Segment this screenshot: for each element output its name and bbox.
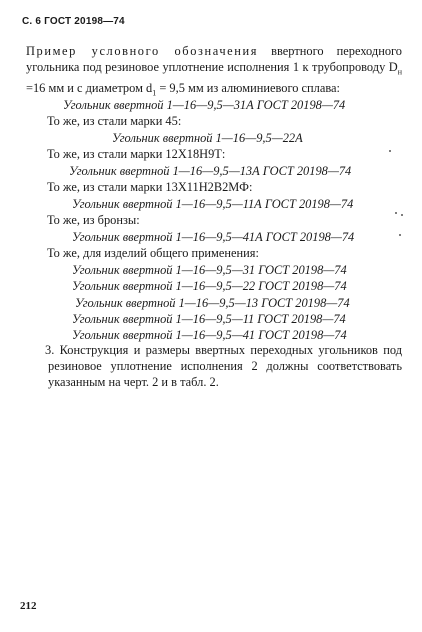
clause-3-paragraph: 3. Конструкция и размеры ввертных переходных угольников под резиновое уплотнение исполнения 2 должны соответствовать указанным на черт. 2 и в табл. 2. — [45, 343, 402, 389]
designation-line: Угольник ввертной 1—16—9,5—13 ГОСТ 20198—74 — [75, 296, 350, 310]
material-line: То же, для изделий общего применения: — [47, 246, 259, 260]
example-text-2: =16 мм и с диаметром d — [26, 81, 153, 96]
example-lead: Пример условного обозначения — [26, 44, 259, 58]
designation-line: Угольник ввертной 1—16—9,5—22 ГОСТ 20198—74 — [72, 279, 347, 293]
designation-line: Угольник ввертной 1—16—9,5—41 ГОСТ 20198—74 — [72, 328, 347, 342]
page-number: 212 — [20, 600, 37, 612]
page-header: С. 6 ГОСТ 20198—74 — [22, 16, 125, 27]
designation-line: Угольник ввертной 1—16—9,5—41А ГОСТ 20198—74 — [72, 230, 355, 244]
material-line: То же, из стали марки 45: — [47, 114, 182, 128]
scan-speck — [395, 212, 397, 214]
scan-speck — [389, 150, 391, 152]
material-line: То же, из стали марки 13Х11Н2В2МФ: — [47, 180, 253, 194]
designation-line: Угольник ввертной 1—16—9,5—31 ГОСТ 20198—74 — [72, 263, 347, 277]
example-text-3: = 9,5 мм из алюминиевого сплава: — [156, 81, 340, 96]
designation-line: Угольник ввертной 1—16—9,5—22А — [112, 131, 303, 145]
material-line: То же, из бронзы: — [47, 213, 140, 227]
designation-line: Угольник ввертной 1—16—9,5—11 ГОСТ 20198—74 — [72, 312, 346, 326]
subscript-h: н — [397, 67, 402, 77]
material-line: То же, из стали марки 12Х18Н9Т: — [47, 147, 226, 161]
designation-line: Угольник ввертной 1—16—9,5—11А ГОСТ 20198—74 — [72, 197, 354, 211]
example-text-1: ввертного переходного угольника под резиновое уплотнение исполнения 1 к трубопроводу D — [26, 44, 402, 74]
scan-speck — [401, 214, 403, 216]
subscript-1: 1 — [152, 88, 157, 98]
scan-speck — [399, 234, 401, 236]
example-paragraph — [26, 43, 402, 102]
designation-line: Угольник ввертной 1—16—9,5—31А ГОСТ 20198—74 — [63, 98, 346, 112]
designation-line: Угольник ввертной 1—16—9,5—13А ГОСТ 20198—74 — [69, 164, 352, 178]
